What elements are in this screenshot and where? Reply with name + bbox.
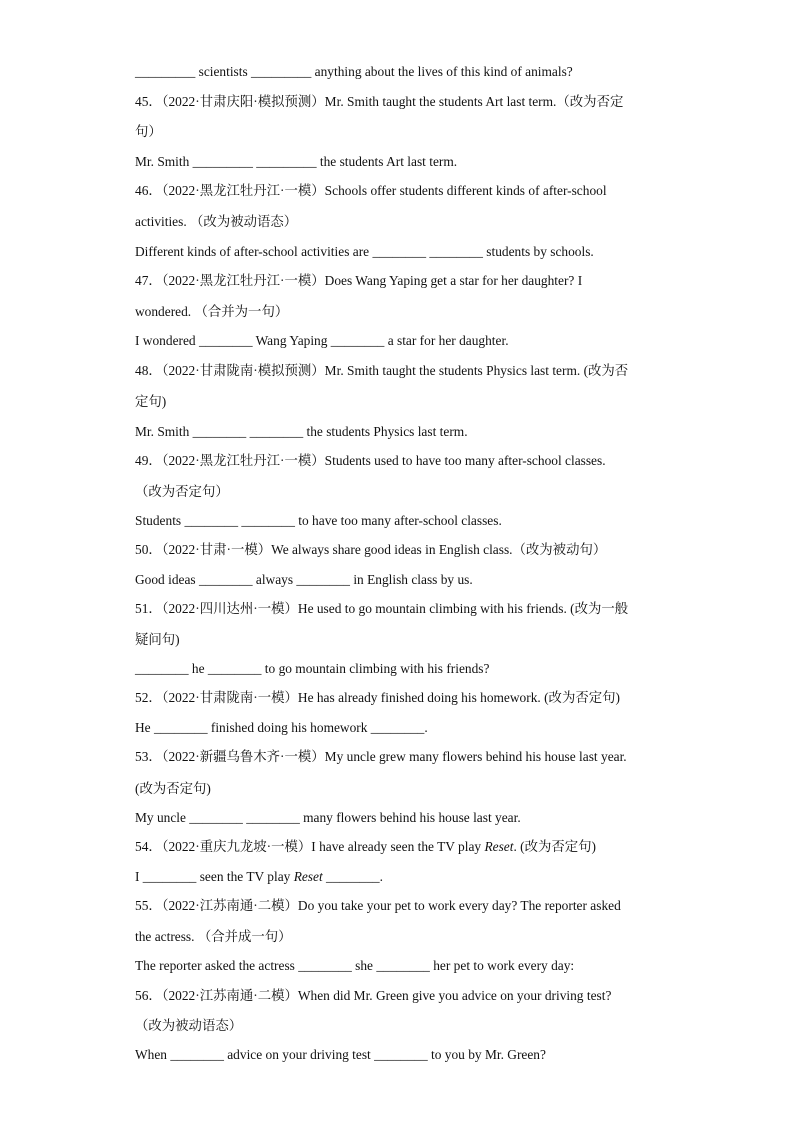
q46-answer-line: Different kinds of after-school activities are ________ ________ students by schools.	[135, 244, 594, 259]
q54-answer-line	[135, 868, 670, 886]
q44-answer-line: _________ scientists _________ anything about the lives of this kind of animals?	[135, 64, 573, 79]
q47-answer-line: I wondered ________ Wang Yaping ________ a star for her daughter.	[135, 333, 509, 348]
q56-prompt-cont: （改为被动语态）	[135, 1018, 243, 1033]
q51-prompt: 51．（2022·四川达州·一模）He used to go mountain climbing with his friends. (改为一般	[135, 601, 629, 616]
q56-prompt: 56．（2022·江苏南通·二模）When did Mr. Green give you advice on your driving test?	[135, 988, 612, 1003]
q54-prompt-text: 54．（2022·重庆九龙坡·一模）I have already seen the TV play	[135, 839, 485, 854]
q47-prompt: 47．（2022·黑龙江牡丹江·一模）Does Wang Yaping get a star for her daughter? I	[135, 273, 583, 288]
q55-prompt-cont: the actress. （合并成一句）	[135, 929, 292, 944]
q55-prompt: 55．（2022·江苏南通·二模）Do you take your pet to work every day? The reporter asked	[135, 898, 621, 913]
q54-title-italic: Reset	[484, 839, 514, 854]
q54-answer-text: I ________ seen the TV play	[135, 869, 294, 884]
q54-answer-blank: ________.	[322, 869, 383, 884]
q49-prompt: 49．（2022·黑龙江牡丹江·一模）Students used to have too many after-school classes.	[135, 453, 606, 468]
q50-prompt: 50．（2022·甘肃·一模）We always share good ideas in English class.（改为被动句）	[135, 542, 607, 557]
q48-prompt-cont: 定句)	[135, 394, 167, 409]
q51-answer-line: ________ he ________ to go mountain climbing with his friends?	[135, 661, 490, 676]
q54-answer-title-italic: Reset	[293, 869, 323, 884]
q46-prompt-cont: activities. （改为被动语态）	[135, 214, 298, 229]
q55-answer-line: The reporter asked the actress ________ she ________ her pet to work every day:	[135, 958, 575, 973]
q52-prompt: 52．（2022·甘肃陇南·一模）He has already finished doing his homework. (改为否定句)	[135, 690, 620, 705]
q48-prompt: 48．（2022·甘肃陇南·模拟预测）Mr. Smith taught the students Physics last term. (改为否	[135, 363, 629, 378]
q56-answer-line: When ________ advice on your driving test ________ to you by Mr. Green?	[135, 1047, 546, 1062]
q48-answer-line: Mr. Smith ________ ________ the students Physics last term.	[135, 424, 468, 439]
q46-prompt: 46．（2022·黑龙江牡丹江·一模）Schools offer students different kinds of after-school	[135, 183, 607, 198]
q54-instruction: . (改为否定句)	[513, 839, 597, 854]
q47-prompt-cont: wondered. （合并为一句）	[135, 304, 289, 319]
q54-prompt	[135, 838, 670, 856]
q51-prompt-cont: 疑问句)	[135, 632, 180, 647]
q49-prompt-cont: （改为否定句）	[135, 484, 229, 499]
q45-prompt: 45．（2022·甘肃庆阳·模拟预测）Mr. Smith taught the students Art last term.（改为否定	[135, 94, 624, 109]
q53-answer-line: My uncle ________ ________ many flowers behind his house last year.	[135, 810, 521, 825]
q45-answer-line: Mr. Smith _________ _________ the students Art last term.	[135, 154, 458, 169]
q49-answer-line: Students ________ ________ to have too many after-school classes.	[135, 513, 502, 528]
q50-answer-line: Good ideas ________ always ________ in English class by us.	[135, 572, 473, 587]
q53-prompt-cont: (改为否定句)	[135, 781, 211, 796]
q52-answer-line: He ________ finished doing his homework ________.	[135, 720, 428, 735]
q53-prompt: 53．（2022·新疆乌鲁木齐·一模）My uncle grew many flowers behind his house last year.	[135, 749, 627, 764]
q45-prompt-cont: 句）	[135, 124, 162, 139]
